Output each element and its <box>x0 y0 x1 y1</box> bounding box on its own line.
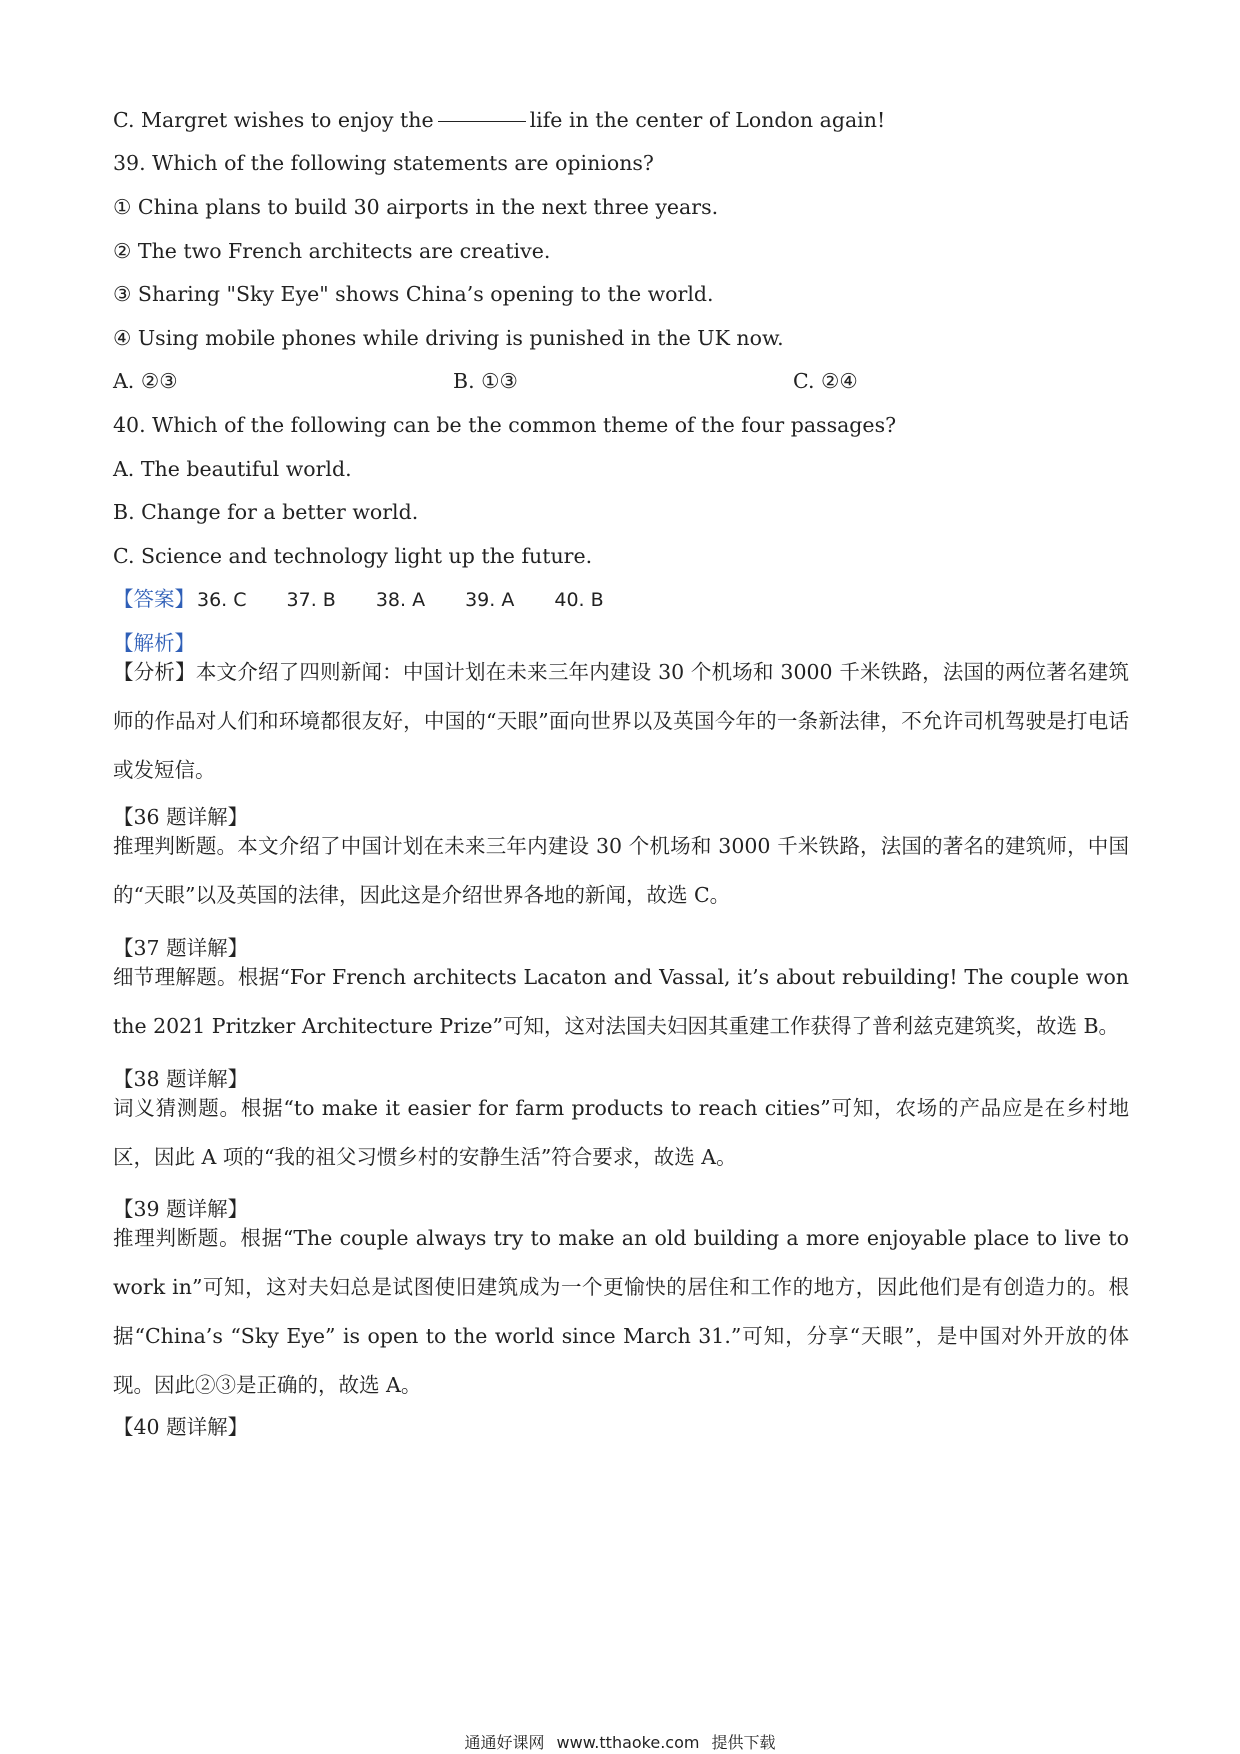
detail-text-39: 推理判断题。根据“The couple always try to make an old building a more enjoyable place to live to work in”可知，这对夫妇总是试图使旧建筑成为一个更愉快的居住和工作的地方，因此他们是有创造力的。根据“China’s “Sky Eye” is open to the world since March 31.”可知，分享“天眼”，是中国对外开放的体现。因此②③是正确的，故选 A。 <box>113 1226 1129 1397</box>
answer-item: 40. B <box>554 589 604 611</box>
q39-statement-3: ③ Sharing "Sky Eye" shows China’s opening to the world. <box>113 282 714 306</box>
answer-label: 【答案】 <box>113 587 195 611</box>
page-footer <box>0 1730 1240 1753</box>
q39-statement-1: ① China plans to build 30 airports in the next three years. <box>113 195 719 219</box>
q40-option-a: A. The beautiful world. <box>113 457 352 481</box>
footer-url[interactable]: www.tthaoke.com <box>556 1733 700 1752</box>
q38-option-c <box>113 106 885 134</box>
q39-statement-2: ② The two French architects are creative. <box>113 239 551 263</box>
answer-line <box>113 585 644 614</box>
q38c-before: C. Margret wishes to enjoy the <box>113 108 434 132</box>
footer-site-name: 通通好课网 <box>464 1733 545 1752</box>
q40-stem: 40. Which of the following can be the common theme of the four passages? <box>113 413 897 437</box>
detail-text-37: 细节理解题。根据“For French architects Lacaton and Vassal, it’s about rebuilding! The couple won the 2021 Pritzker Architecture Prize”可知，这对法国夫妇因其重建工作获得了普利兹克建筑奖，故选 B。 <box>113 965 1129 1038</box>
q38c-after: life in the center of London again! <box>529 108 886 132</box>
q39-option-b: B. ①③ <box>453 369 518 393</box>
answer-item: 39. A <box>465 589 515 611</box>
detail-text-36: 推理判断题。本文介绍了中国计划在未来三年内建设 30 个机场和 3000 千米铁路，法国的著名的建筑师，中国的“天眼”以及英国的法律，因此这是介绍世界各地的新闻，故选 C。 <box>113 834 1129 907</box>
q39-option-c: C. ②④ <box>793 369 858 393</box>
q40-option-b: B. Change for a better world. <box>113 500 419 524</box>
analysis-text: 本文介绍了四则新闻：中国计划在未来三年内建设 30 个机场和 3000 千米铁路，法国的两位著名建筑师的作品对人们和环境都很友好，中国的“天眼”面向世界以及英国今年的一条新法律，不允许司机驾驶是打电话或发短信。 <box>113 660 1129 782</box>
answer-item: 38. A <box>375 589 426 611</box>
detail-text-38: 词义猜测题。根据“to make it easier for farm products to reach cities”可知，农场的产品应是在乡村地区，因此 A 项的“我的祖父习惯乡村的安静生活”符合要求，故选 A。 <box>113 1096 1129 1169</box>
answer-item: 36. C <box>197 589 247 611</box>
q39-option-a: A. ②③ <box>113 369 178 393</box>
detail-heading-39: 【39 题详解】 <box>113 1197 249 1221</box>
answer-blank <box>438 121 526 122</box>
detail-heading-37: 【37 题详解】 <box>113 936 249 960</box>
q39-stem: 39. Which of the following statements are opinions? <box>113 151 654 175</box>
q40-option-c: C. Science and technology light up the future. <box>113 544 593 568</box>
analysis-label: 【解析】 <box>113 631 195 655</box>
q39-statement-4: ④ Using mobile phones while driving is punished in the UK now. <box>113 326 784 350</box>
analysis-prefix: 【分析】 <box>113 660 196 684</box>
detail-heading-38: 【38 题详解】 <box>113 1067 249 1091</box>
footer-suffix: 提供下载 <box>711 1733 776 1752</box>
answer-item: 37. B <box>286 589 336 611</box>
detail-heading-40: 【40 题详解】 <box>113 1415 249 1439</box>
detail-heading-36: 【36 题详解】 <box>113 805 249 829</box>
analysis-paragraph <box>113 648 1129 795</box>
